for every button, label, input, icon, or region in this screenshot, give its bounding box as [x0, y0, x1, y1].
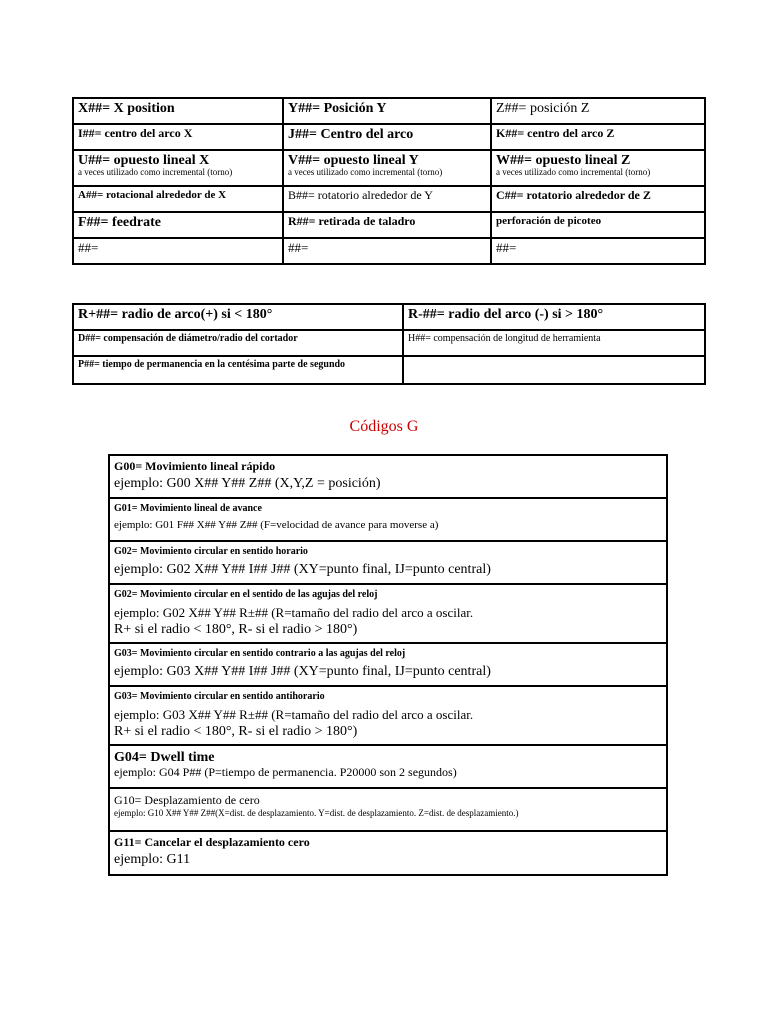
gcode-title: G10= Desplazamiento de cero: [114, 793, 260, 807]
table-cell: I##= centro del arco X: [74, 125, 284, 149]
table-row: [74, 125, 704, 151]
table-row: [74, 331, 704, 357]
table-cell: F##= feedrate: [74, 213, 284, 237]
gcode-example: ejemplo: G04 P## (P=tiempo de permanencia. P20000 son 2 segundos): [114, 765, 457, 780]
table-cell: [74, 151, 284, 185]
table-cell: [110, 644, 666, 685]
cell-note: a veces utilizado como incremental (torno): [288, 167, 443, 178]
table-row: [74, 99, 704, 125]
table-cell: [110, 456, 666, 497]
gcodes-table: [108, 454, 668, 876]
gcode-example: R+ si el radio < 180°, R- si el radio > 180°): [114, 724, 358, 740]
table-cell: X##= X position: [74, 99, 284, 123]
gcode-example: ejemplo: G03 X## Y## R±## (R=tamaño del radio del arco a oscilar.: [114, 707, 474, 722]
table-cell: [110, 832, 666, 874]
gcode-row: [110, 687, 666, 746]
table-cell: R-##= radio del arco (-) si > 180°: [408, 307, 604, 322]
gcode-example: ejemplo: G02 X## Y## I## J## (XY=punto final, IJ=punto central): [114, 562, 491, 577]
gcode-title: G02= Movimiento circular en el sentido de las agujas del reloj: [114, 589, 378, 600]
table-cell: [110, 746, 666, 787]
table-row: [74, 305, 704, 331]
table-cell: [110, 542, 666, 583]
table-cell: ##=: [74, 239, 284, 263]
gcode-example: ejemplo: G00 X## Y## Z## (X,Y,Z = posición): [114, 476, 381, 492]
table-row: [74, 151, 704, 187]
cell-main-text: W##= opuesto lineal Z: [496, 153, 631, 168]
table-cell: R##= retirada de taladro: [284, 213, 492, 237]
gcode-title: G02= Movimiento circular en sentido horario: [114, 546, 308, 557]
gcode-example: ejemplo: G10 X## Y## Z##(X=dist. de desplazamiento. Y=dist. de desplazamiento. Z=dist. de desplazamiento.): [114, 808, 519, 819]
table-cell: D##= compensación de diámetro/radio del cortador: [74, 331, 404, 355]
gcode-row: [110, 746, 666, 789]
gcode-row: [110, 456, 666, 499]
gcode-row: [110, 789, 666, 832]
table-cell: ##=: [284, 239, 492, 263]
section-heading: Códigos G: [349, 418, 419, 435]
gcode-row: [110, 542, 666, 585]
table-cell: [110, 499, 666, 540]
gcode-example: ejemplo: G03 X## Y## I## J## (XY=punto final, IJ=punto central): [114, 664, 491, 679]
table-cell: [404, 357, 704, 383]
cell-main-text: V##= opuesto lineal Y: [288, 153, 419, 168]
table-cell: Y##= Posición Y: [284, 99, 492, 123]
gcode-example: ejemplo: G01 F## X## Y## Z## (F=velocidad de avance para moverse a): [114, 519, 439, 531]
table-row: [74, 239, 704, 263]
gcode-title: G00= Movimiento lineal rápido: [114, 459, 276, 473]
gcode-title: G03= Movimiento circular en sentido contrario a las agujas del reloj: [114, 648, 406, 659]
table-cell: [110, 789, 666, 830]
table-cell: [492, 151, 704, 185]
table-cell: [284, 151, 492, 185]
table-cell: P##= tiempo de permanencia en la centésima parte de segundo: [74, 357, 404, 383]
table-cell: J##= Centro del arco: [284, 125, 492, 149]
gcode-example: R+ si el radio < 180°, R- si el radio > 180°): [114, 622, 358, 638]
table-row: [74, 187, 704, 213]
table-cell: ##=: [496, 240, 517, 255]
gcode-title: G11= Cancelar el desplazamiento cero: [114, 835, 310, 849]
table-cell: C##= rotatorio alrededor de Z: [496, 188, 651, 202]
table-cell: R+##= radio de arco(+) si < 180°: [74, 305, 404, 329]
table-cell: [110, 585, 666, 642]
gcode-row: [110, 832, 666, 874]
gcode-title: G03= Movimiento circular en sentido antihorario: [114, 691, 325, 702]
table-cell: K##= centro del arco Z: [496, 126, 615, 140]
cell-main-text: U##= opuesto lineal X: [78, 153, 210, 168]
gcode-example: ejemplo: G02 X## Y## R±## (R=tamaño del radio del arco a oscilar.: [114, 605, 474, 620]
gcode-example: ejemplo: G11: [114, 852, 191, 868]
table-cell: A##= rotacional alrededor de X: [74, 187, 284, 211]
table-cell: B##= rotatorio alrededor de Y: [284, 187, 492, 211]
gcode-title: G01= Movimiento lineal de avance: [114, 503, 262, 514]
table-cell: Z##= posición Z: [496, 101, 590, 116]
table-row: [74, 213, 704, 239]
table-cell: H##= compensación de longitud de herramienta: [408, 333, 601, 344]
gcode-row: [110, 499, 666, 542]
cell-note: a veces utilizado como incremental (torno): [78, 167, 233, 178]
address-codes-table: [72, 97, 706, 265]
gcode-row: [110, 644, 666, 687]
table-cell: perforación de picoteo: [496, 215, 602, 227]
cell-note: a veces utilizado como incremental (torno): [496, 167, 651, 178]
table-row: [74, 357, 704, 383]
gcode-title: G04= Dwell time: [114, 750, 215, 765]
table-cell: [110, 687, 666, 744]
gcode-row: [110, 585, 666, 644]
radius-codes-table: [72, 303, 706, 385]
